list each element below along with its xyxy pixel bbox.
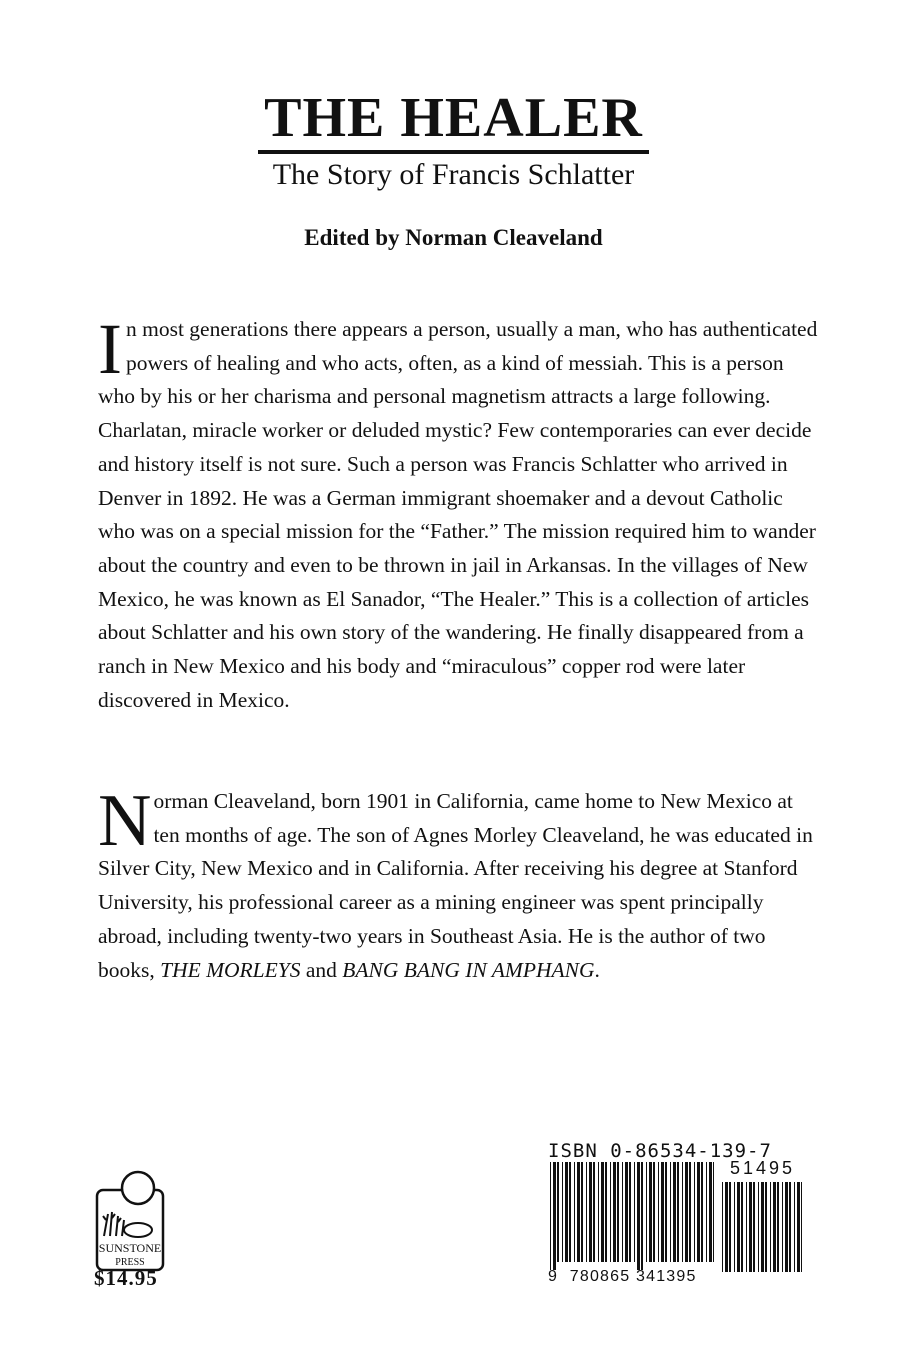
barcode-bar bbox=[625, 1162, 628, 1262]
barcode-bar bbox=[670, 1162, 671, 1262]
bio-end: . bbox=[594, 957, 600, 982]
barcode-bar bbox=[593, 1162, 595, 1262]
barcode-bar bbox=[794, 1182, 795, 1272]
barcode-bar bbox=[673, 1162, 676, 1262]
barcode-bar bbox=[697, 1162, 700, 1262]
barcode-bar bbox=[746, 1182, 747, 1272]
isbn-text: ISBN 0-86534-139-7 bbox=[548, 1140, 772, 1162]
barcode-bar bbox=[782, 1182, 783, 1272]
barcode-bar bbox=[734, 1182, 735, 1272]
barcode-bar bbox=[658, 1162, 659, 1262]
barcode-bar bbox=[777, 1182, 779, 1272]
barcode-bar bbox=[629, 1162, 631, 1262]
barcode-bar bbox=[737, 1182, 740, 1272]
book-title-bang-bang: BANG BANG IN AMPHANG bbox=[342, 957, 595, 982]
book-subtitle: The Story of Francis Schlatter bbox=[272, 158, 635, 191]
barcode-bar bbox=[577, 1162, 580, 1262]
barcode-bar bbox=[770, 1182, 771, 1272]
blurb-paragraph bbox=[98, 309, 818, 717]
ean-barcode bbox=[548, 1162, 716, 1274]
barcode-bar bbox=[562, 1162, 563, 1262]
barcode-bar bbox=[685, 1162, 688, 1262]
barcode-bar bbox=[801, 1182, 802, 1272]
barcode-bar bbox=[741, 1182, 743, 1272]
bio-text: orman Cleaveland, born 1901 in California, came home to New Mexico at ten months of age. The son of Agnes Morley Cleaveland, he was educated in Silver City, New Mexico and in California. After receiving his degree at Stanford University, his professional career as a mining engineer was spent principally abroad, including twenty-two years in Southeast Asia. He is the author of two books, bbox=[98, 789, 813, 982]
barcode-bar bbox=[605, 1162, 607, 1262]
barcode-bar bbox=[761, 1182, 764, 1272]
barcode-bar bbox=[598, 1162, 599, 1262]
bio-dropcap: N bbox=[98, 780, 152, 862]
editor-credit: Edited by Norman Cleaveland bbox=[304, 225, 603, 250]
barcode-bar bbox=[613, 1162, 616, 1262]
barcode-bar bbox=[569, 1162, 571, 1262]
barcode-bar bbox=[646, 1162, 647, 1262]
barcode-bar bbox=[797, 1182, 800, 1272]
barcode-bar bbox=[701, 1162, 703, 1262]
barcode-bar bbox=[649, 1162, 652, 1262]
barcode-bar bbox=[586, 1162, 587, 1262]
sun-icon bbox=[122, 1172, 154, 1204]
barcode-bar bbox=[765, 1182, 767, 1272]
barcode-bar bbox=[729, 1182, 731, 1272]
barcode-bar bbox=[622, 1162, 623, 1262]
logo-line1: SUNSTONE bbox=[98, 1241, 162, 1255]
blurb-dropcap: I bbox=[98, 309, 122, 389]
barcode-bar bbox=[682, 1162, 683, 1262]
barcode-bar bbox=[601, 1162, 604, 1262]
barcode-bar bbox=[653, 1162, 655, 1262]
barcode-bar bbox=[665, 1162, 667, 1262]
barcode-bar bbox=[610, 1162, 611, 1262]
ean-digits bbox=[548, 1268, 718, 1286]
ean-first-digit: 9 bbox=[548, 1268, 559, 1285]
blurb-text: n most generations there appears a person, usually a man, who has authenticated powers of healing and who acts, often, as a kind of messiah. This is a person who by his or her charisma and personal magnetism attracts a large following. Charlatan, miracle worker or deluded mystic? Few contemporaries can ever decide and history itself is not sure. Such a person was Francis Schlatter who arrived in Denver in 1892. He was a German immigrant shoemaker and a devout Catholic who was on a special mission for the “Father.” The mission required him to wander about the country and even to be thrown in jail in Arkansas. In the villages of New Mexico, he was known as El Sanador, “The Healer.” This is a collection of articles about Schlatter and his own story of the wandering. He finally disappeared from a ranch in New Mexico and his body and “miraculous” copper rod were later discovered in Mexico. bbox=[98, 317, 818, 712]
barcode-bar bbox=[634, 1162, 635, 1262]
barcode-bar bbox=[706, 1162, 707, 1262]
book-title-morleys: THE MORLEYS bbox=[160, 957, 301, 982]
barcode-bar bbox=[617, 1162, 619, 1262]
barcode-bar bbox=[581, 1162, 583, 1262]
addon-digits: 51495 bbox=[730, 1158, 796, 1178]
barcode-bar bbox=[565, 1162, 568, 1262]
barcode-bar bbox=[589, 1162, 592, 1262]
barcode-bar bbox=[641, 1162, 643, 1270]
barcode-bar bbox=[789, 1182, 791, 1272]
author-bio-paragraph bbox=[98, 780, 818, 987]
book-title-text: THE HEALER bbox=[258, 88, 649, 154]
barcode-bar bbox=[785, 1182, 788, 1272]
plant-icon bbox=[103, 1212, 124, 1236]
barcode-bar bbox=[689, 1162, 691, 1262]
barcode-bar bbox=[637, 1162, 640, 1270]
barcode-bar bbox=[661, 1162, 664, 1262]
barcode-bar bbox=[749, 1182, 752, 1272]
barcode-bar bbox=[758, 1182, 759, 1272]
barcode-bar bbox=[677, 1162, 679, 1262]
barcode-bar bbox=[574, 1162, 575, 1262]
barcode-bar bbox=[553, 1162, 556, 1270]
barcode-bar bbox=[694, 1162, 695, 1262]
barcode-bar bbox=[753, 1182, 755, 1272]
barcode-bar bbox=[773, 1182, 776, 1272]
bio-connector: and bbox=[300, 957, 343, 982]
price-label: $14.95 bbox=[94, 1266, 158, 1290]
logo-line2: PRESS bbox=[115, 1257, 145, 1268]
barcode-bar bbox=[722, 1182, 723, 1272]
barcode-bar bbox=[550, 1162, 551, 1270]
barcode-bar bbox=[557, 1162, 559, 1262]
book-title bbox=[0, 88, 907, 154]
barcode-bar bbox=[709, 1162, 712, 1262]
barcode-bar bbox=[713, 1162, 714, 1262]
ean-rest-digits: 780865 341395 bbox=[569, 1268, 697, 1285]
sunstone-press-logo bbox=[94, 1168, 166, 1272]
barcode-bar bbox=[725, 1182, 728, 1272]
